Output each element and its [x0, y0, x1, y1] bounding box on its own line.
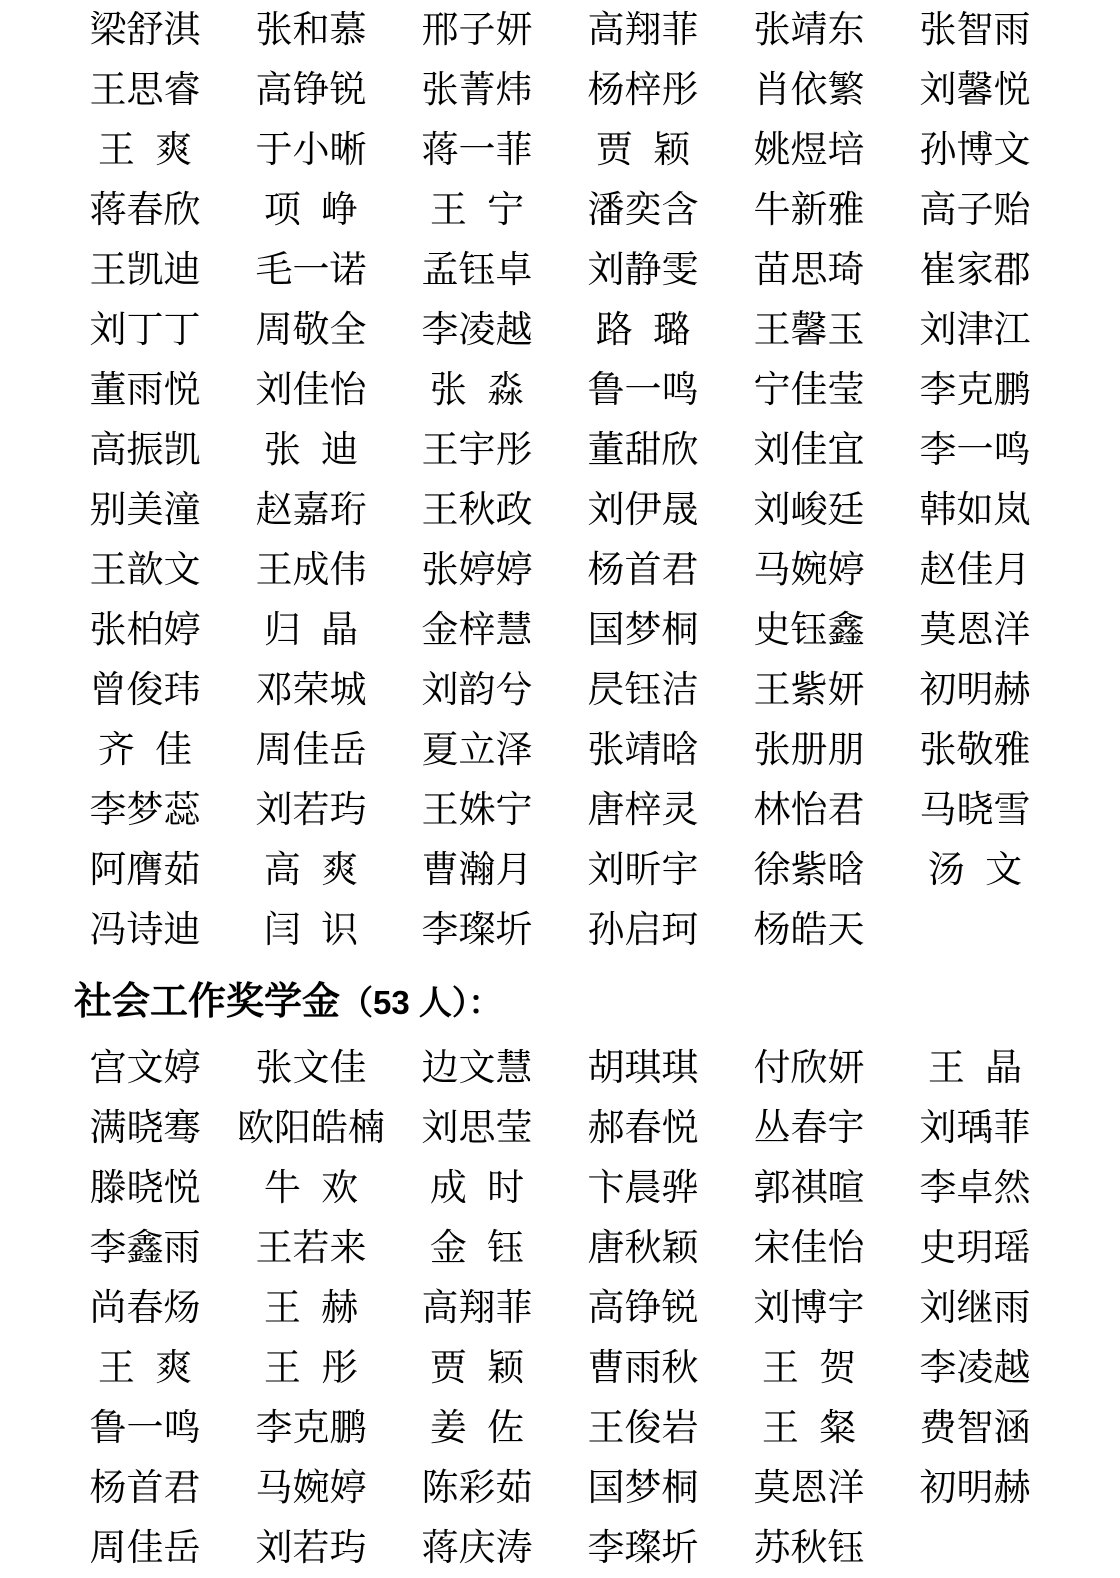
name-cell: 王爽: [97, 1347, 213, 1388]
name-cell: 刘佳宜: [753, 429, 865, 470]
name-cell: 潘奕含: [587, 189, 699, 230]
name-cell: 王爽: [97, 129, 213, 170]
name-cell: 王宁: [429, 189, 545, 230]
name-cell: 刘思莹: [421, 1107, 533, 1148]
name-cell: 李卓然: [919, 1167, 1031, 1208]
name-cell: 崔家郡: [919, 249, 1031, 290]
name-cell: 王思睿: [89, 69, 201, 110]
name-cell: 刘若玙: [255, 789, 367, 830]
name-cell: 付欣妍: [753, 1047, 865, 1088]
name-cell: 刘峻廷: [753, 489, 865, 530]
name-cell: 李梦蕊: [89, 789, 201, 830]
name-cell: 赵佳月: [919, 549, 1031, 590]
name-cell: 董甜欣: [587, 429, 699, 470]
name-cell: 姜佐: [429, 1407, 545, 1448]
name-cell: 毛一诺: [255, 249, 367, 290]
name-cell: 牛欢: [263, 1167, 379, 1208]
name-cell: 刘继雨: [919, 1287, 1031, 1328]
name-cell: 王馨玉: [753, 309, 865, 350]
name-cell: 高翔菲: [421, 1287, 533, 1328]
name-cell: 胡琪琪: [587, 1047, 699, 1088]
name-cell: 苗思琦: [753, 249, 865, 290]
name-cell: 牛新雅: [753, 189, 865, 230]
name-cell: 王宇彤: [421, 429, 533, 470]
name-cell: 归晶: [263, 609, 379, 650]
name-cell: 莫恩洋: [753, 1467, 865, 1508]
name-cell: 王歆文: [89, 549, 201, 590]
name-cell: 王成伟: [255, 549, 367, 590]
name-cell: 张和慕: [255, 9, 367, 50]
name-cell: 齐佳: [97, 729, 213, 770]
name-cell: 蒋庆涛: [421, 1527, 533, 1568]
name-cell: 宁佳莹: [753, 369, 865, 410]
name-cell: 赵嘉珩: [255, 489, 367, 530]
name-cell: 王贺: [761, 1347, 877, 1388]
name-cell: 刘静雯: [587, 249, 699, 290]
name-cell: 刘丁丁: [89, 309, 201, 350]
name-cell: 张淼: [429, 369, 545, 410]
name-cell: 李克鹏: [919, 369, 1031, 410]
name-cell: 邓荣城: [255, 669, 367, 710]
name-cell: 王秋政: [421, 489, 533, 530]
name-cell: 曾俊玮: [89, 669, 201, 710]
name-cell: 邢子妍: [421, 9, 533, 50]
name-cell: 王赫: [263, 1287, 379, 1328]
name-cell: 成时: [429, 1167, 545, 1208]
name-cell: 路璐: [595, 309, 711, 350]
name-cell: 史玥瑶: [919, 1227, 1031, 1268]
name-cell: 唐秋颖: [587, 1227, 699, 1268]
name-cell: 张菁炜: [421, 69, 533, 110]
name-cell: 刘馨悦: [919, 69, 1031, 110]
section-count: （53 人）：: [340, 984, 502, 1021]
name-cell: 孙启珂: [587, 909, 699, 950]
name-cell: 张册朋: [753, 729, 865, 770]
name-cell: 金钰: [429, 1227, 545, 1268]
name-cell: 马晓雪: [919, 789, 1031, 830]
scholarship-name-list-top: [62, 0, 1058, 960]
name-cell: 昃钰洁: [587, 669, 699, 710]
name-cell: 王彤: [263, 1347, 379, 1388]
name-cell: 刘若玙: [255, 1527, 367, 1568]
name-cell: 杨首君: [89, 1467, 201, 1508]
name-cell: 周佳岳: [89, 1527, 201, 1568]
name-cell: 刘瑀菲: [919, 1107, 1031, 1148]
name-cell: 苏秋钰: [753, 1527, 865, 1568]
name-cell: 尚春炀: [89, 1287, 201, 1328]
name-cell: 李鑫雨: [89, 1227, 201, 1268]
name-cell: 杨首君: [587, 549, 699, 590]
name-cell: 张靖东: [753, 9, 865, 50]
name-cell: 张文佳: [255, 1047, 367, 1088]
name-cell: 闫识: [263, 909, 379, 950]
name-cell: 张迪: [263, 429, 379, 470]
name-cell: 国梦桐: [587, 609, 699, 650]
name-cell: 项峥: [263, 189, 379, 230]
name-cell: 初明赫: [919, 1467, 1031, 1508]
name-cell: 李凌越: [421, 309, 533, 350]
name-cell: 贾颖: [429, 1347, 545, 1388]
name-cell: 郭祺暄: [753, 1167, 865, 1208]
name-cell: 杨皓天: [753, 909, 865, 950]
name-cell: 刘津江: [919, 309, 1031, 350]
name-cell: 欧阳皓楠: [237, 1107, 385, 1148]
name-cell: 王粲: [761, 1407, 877, 1448]
name-cell: 王凯迪: [89, 249, 201, 290]
name-cell: 孟钰卓: [421, 249, 533, 290]
name-cell: 郝春悦: [587, 1107, 699, 1148]
name-cell: 李璨圻: [587, 1527, 699, 1568]
name-cell: 张柏婷: [89, 609, 201, 650]
name-cell: 金梓慧: [421, 609, 533, 650]
name-cell: 鲁一鸣: [587, 369, 699, 410]
name-cell: 卞晨骅: [587, 1167, 699, 1208]
name-cell: 丛春宇: [753, 1107, 865, 1148]
name-cell: 杨梓彤: [587, 69, 699, 110]
name-cell: 王晶: [927, 1047, 1043, 1088]
name-cell: 刘佳怡: [255, 369, 367, 410]
name-cell: 刘昕宇: [587, 849, 699, 890]
name-cell: 陈彩茹: [421, 1467, 533, 1508]
name-cell: 曹雨秋: [587, 1347, 699, 1388]
name-cell: 王紫妍: [753, 669, 865, 710]
name-cell: 张靖晗: [587, 729, 699, 770]
name-cell: 李璨圻: [421, 909, 533, 950]
name-cell: 史钰鑫: [753, 609, 865, 650]
name-cell: 莫恩洋: [919, 609, 1031, 650]
name-cell-empty: [892, 1518, 1058, 1578]
name-cell: 初明赫: [919, 669, 1031, 710]
name-cell: 夏立泽: [421, 729, 533, 770]
name-cell: 王俊岩: [587, 1407, 699, 1448]
name-cell: 鲁一鸣: [89, 1407, 201, 1448]
name-cell: 高铮锐: [587, 1287, 699, 1328]
name-cell: 刘博宇: [753, 1287, 865, 1328]
name-cell: 高振凯: [89, 429, 201, 470]
name-cell: 边文慧: [421, 1047, 533, 1088]
section-title: 社会工作奖学金: [74, 981, 341, 1023]
name-cell: 王姝宁: [421, 789, 533, 830]
name-cell: 高爽: [263, 849, 379, 890]
name-cell: 蒋春欣: [89, 189, 201, 230]
name-cell: 王若来: [255, 1227, 367, 1268]
name-cell: 周佳岳: [255, 729, 367, 770]
name-cell: 曹瀚月: [421, 849, 533, 890]
name-cell: 董雨悦: [89, 369, 201, 410]
name-cell: 刘伊晟: [587, 489, 699, 530]
name-cell: 李凌越: [919, 1347, 1031, 1388]
name-cell-empty: [892, 900, 1058, 960]
name-cell: 于小晰: [255, 129, 367, 170]
name-cell: 李克鹏: [255, 1407, 367, 1448]
name-cell: 满晓骞: [89, 1107, 201, 1148]
name-cell: 李一鸣: [919, 429, 1031, 470]
section-heading-social-work-scholarship: [62, 970, 1058, 1038]
name-cell: 高铮锐: [255, 69, 367, 110]
name-cell: 宫文婷: [89, 1047, 201, 1088]
name-cell: 费智涵: [919, 1407, 1031, 1448]
scholarship-name-list-social-work: [62, 1038, 1058, 1578]
name-cell: 高翔菲: [587, 9, 699, 50]
name-cell: 汤文: [927, 849, 1043, 890]
name-cell: 滕晓悦: [89, 1167, 201, 1208]
name-cell: 马婉婷: [255, 1467, 367, 1508]
name-cell: 唐梓灵: [587, 789, 699, 830]
name-cell: 冯诗迪: [89, 909, 201, 950]
name-cell: 高子贻: [919, 189, 1031, 230]
name-cell: 张智雨: [919, 9, 1031, 50]
name-cell: 梁舒淇: [89, 9, 201, 50]
name-cell: 徐紫晗: [753, 849, 865, 890]
name-cell: 蒋一菲: [421, 129, 533, 170]
name-cell: 韩如岚: [919, 489, 1031, 530]
name-cell: 张敬雅: [919, 729, 1031, 770]
name-cell: 肖依繁: [753, 69, 865, 110]
name-cell: 阿膺茹: [89, 849, 201, 890]
name-cell: 贾颖: [595, 129, 711, 170]
name-cell: 宋佳怡: [753, 1227, 865, 1268]
name-cell: 林怡君: [753, 789, 865, 830]
name-cell: 刘韵兮: [421, 669, 533, 710]
name-cell: 国梦桐: [587, 1467, 699, 1508]
name-cell: 姚煜培: [753, 129, 865, 170]
name-cell: 别美潼: [89, 489, 201, 530]
name-cell: 张婷婷: [421, 549, 533, 590]
name-cell: 马婉婷: [753, 549, 865, 590]
name-cell: 周敬全: [255, 309, 367, 350]
name-cell: 孙博文: [919, 129, 1031, 170]
